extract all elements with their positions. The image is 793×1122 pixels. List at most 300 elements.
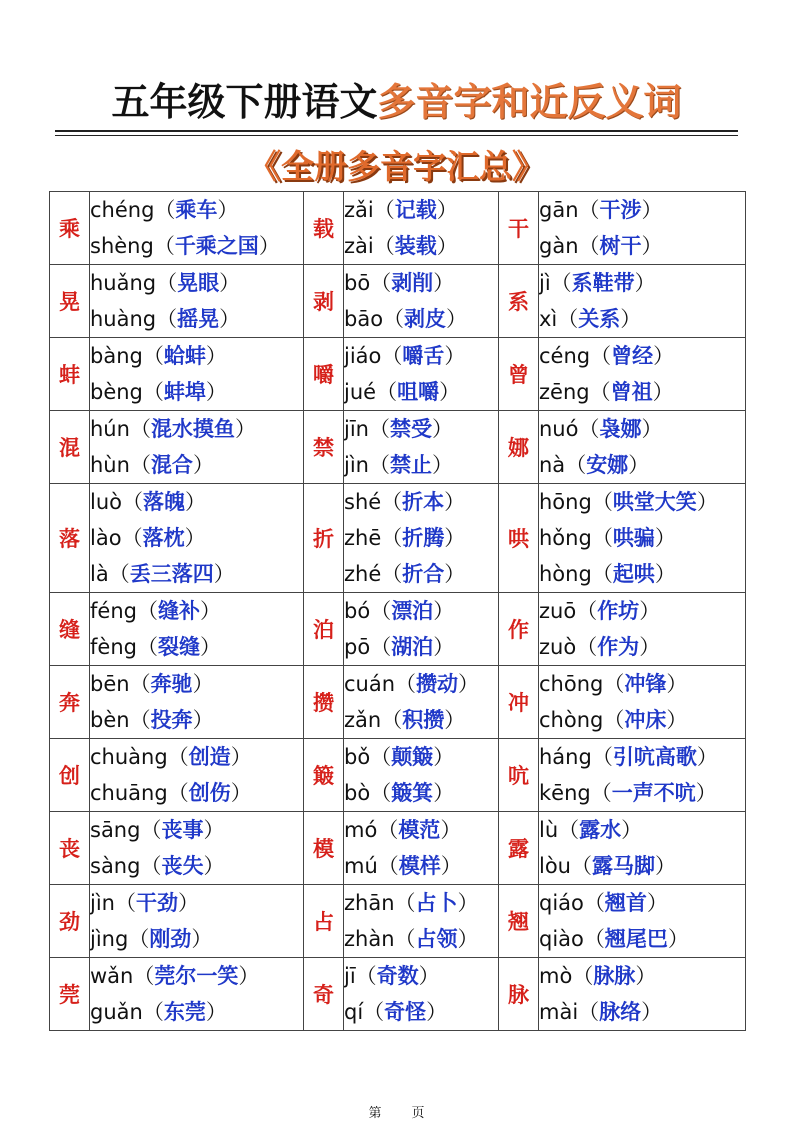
paren-close: ） bbox=[639, 599, 661, 623]
reading-entry bbox=[90, 921, 303, 957]
example-word: 乘车 bbox=[175, 198, 218, 222]
pinyin: hǒng bbox=[539, 526, 592, 550]
polyphone-char: 翘 bbox=[499, 885, 539, 958]
paren-close: ） bbox=[433, 781, 455, 805]
reading-list bbox=[90, 812, 304, 885]
example-word: 簸箕 bbox=[391, 781, 434, 805]
pinyin: háng bbox=[539, 745, 592, 769]
paren-close: ） bbox=[199, 635, 221, 659]
pinyin: bǒ bbox=[344, 745, 371, 769]
paren-close: ） bbox=[433, 745, 455, 769]
reading-entry bbox=[539, 520, 745, 556]
paren-close: ） bbox=[654, 562, 676, 586]
paren-open: （ bbox=[133, 964, 155, 988]
pinyin: shé bbox=[344, 490, 382, 514]
pinyin: jué bbox=[344, 380, 377, 404]
pinyin: fèng bbox=[90, 635, 137, 659]
pinyin: bò bbox=[344, 781, 371, 805]
reading-list bbox=[539, 885, 746, 958]
paren-close: ） bbox=[185, 490, 206, 514]
paren-close: ） bbox=[191, 927, 213, 951]
table-row bbox=[50, 338, 746, 411]
paren-open: （ bbox=[370, 635, 392, 659]
reading-entry bbox=[344, 775, 498, 811]
paren-close: ） bbox=[230, 745, 252, 769]
reading-entry bbox=[344, 812, 498, 848]
paren-open: （ bbox=[591, 745, 613, 769]
polyphone-char: 折 bbox=[304, 484, 344, 593]
paren-close: ） bbox=[192, 672, 214, 696]
reading-entry bbox=[90, 739, 303, 775]
paren-close: ） bbox=[418, 964, 440, 988]
reading-entry bbox=[539, 484, 745, 520]
pinyin: gàn bbox=[539, 234, 579, 258]
example-word: 冲床 bbox=[624, 708, 667, 732]
reading-entry bbox=[344, 958, 498, 994]
reading-entry bbox=[90, 593, 303, 629]
paren-close: ） bbox=[431, 417, 453, 441]
polyphone-char: 丧 bbox=[50, 812, 90, 885]
title-rule-thin bbox=[55, 135, 738, 136]
pinyin: bēn bbox=[90, 672, 130, 696]
paren-close: ） bbox=[641, 234, 663, 258]
example-word: 曾祖 bbox=[610, 380, 653, 404]
paren-close: ） bbox=[431, 453, 453, 477]
pinyin: bāo bbox=[344, 307, 384, 331]
reading-entry bbox=[539, 921, 745, 957]
title-black: 五年级下册语文 bbox=[111, 79, 378, 124]
pinyin: chōng bbox=[539, 672, 604, 696]
reading-list bbox=[344, 265, 499, 338]
paren-close: ） bbox=[444, 344, 466, 368]
paren-open: （ bbox=[370, 271, 392, 295]
reading-list bbox=[90, 739, 304, 812]
reading-entry bbox=[90, 958, 303, 994]
pinyin: sàng bbox=[90, 854, 141, 878]
pinyin: qiáo bbox=[539, 891, 584, 915]
paren-close: ） bbox=[446, 307, 468, 331]
reading-entry bbox=[344, 885, 498, 921]
reading-list bbox=[539, 484, 746, 593]
pinyin: zhàn bbox=[344, 927, 395, 951]
paren-open: （ bbox=[590, 344, 612, 368]
paren-open: （ bbox=[395, 672, 417, 696]
example-word: 引吭高歌 bbox=[612, 745, 697, 769]
polyphone-char: 蚌 bbox=[50, 338, 90, 411]
example-word: 颠簸 bbox=[391, 745, 434, 769]
pinyin: mò bbox=[539, 964, 573, 988]
pinyin: mó bbox=[344, 818, 378, 842]
example-word: 禁止 bbox=[389, 453, 432, 477]
example-word: 奔驰 bbox=[150, 672, 193, 696]
paren-open: （ bbox=[557, 307, 579, 331]
paren-open: （ bbox=[114, 891, 136, 915]
reading-entry bbox=[539, 994, 745, 1030]
example-word: 一声不吭 bbox=[611, 781, 696, 805]
example-word: 漂泊 bbox=[391, 599, 434, 623]
reading-entry bbox=[90, 556, 303, 592]
reading-entry bbox=[344, 301, 498, 337]
example-word: 剥皮 bbox=[404, 307, 447, 331]
example-word: 作坊 bbox=[597, 599, 640, 623]
table-row bbox=[50, 666, 746, 739]
reading-list bbox=[344, 812, 499, 885]
pinyin: lù bbox=[539, 818, 559, 842]
example-word: 混合 bbox=[150, 453, 193, 477]
reading-entry bbox=[539, 812, 745, 848]
pinyin: féng bbox=[90, 599, 137, 623]
paren-open: （ bbox=[370, 745, 392, 769]
paren-close: ） bbox=[667, 927, 689, 951]
table-row bbox=[50, 593, 746, 666]
title-orange: 多音字和近反义词 bbox=[377, 79, 682, 124]
polyphone-char: 嚼 bbox=[304, 338, 344, 411]
example-word: 干涉 bbox=[599, 198, 642, 222]
paren-open: （ bbox=[603, 672, 625, 696]
page-footer bbox=[0, 1102, 793, 1121]
paren-open: （ bbox=[373, 198, 395, 222]
reading-entry bbox=[344, 702, 498, 738]
footer-left: 第 bbox=[368, 1106, 382, 1121]
paren-open: （ bbox=[381, 708, 403, 732]
paren-close: ） bbox=[457, 891, 479, 915]
reading-entry bbox=[344, 374, 498, 410]
example-word: 模范 bbox=[398, 818, 441, 842]
pinyin: hún bbox=[90, 417, 130, 441]
paren-close: ） bbox=[639, 635, 661, 659]
paren-close: ） bbox=[444, 562, 466, 586]
reading-entry bbox=[344, 556, 498, 592]
example-word: 丧事 bbox=[161, 818, 204, 842]
paren-open: （ bbox=[571, 854, 592, 878]
paren-open: （ bbox=[355, 964, 377, 988]
reading-list bbox=[90, 338, 304, 411]
paren-close: ） bbox=[440, 854, 462, 878]
pinyin: chòng bbox=[539, 708, 604, 732]
reading-entry bbox=[539, 338, 745, 374]
reading-entry bbox=[344, 484, 498, 520]
paren-open: （ bbox=[140, 818, 162, 842]
paren-open: （ bbox=[373, 234, 395, 258]
pinyin: mài bbox=[539, 1000, 579, 1024]
reading-list bbox=[90, 885, 304, 958]
paren-open: （ bbox=[108, 562, 130, 586]
paren-open: （ bbox=[383, 307, 405, 331]
pinyin: guǎn bbox=[90, 1000, 143, 1024]
paren-close: ） bbox=[217, 198, 239, 222]
pinyin: zuō bbox=[539, 599, 577, 623]
reading-entry bbox=[539, 556, 745, 592]
paren-close: ） bbox=[635, 964, 657, 988]
polyphone-char: 哄 bbox=[499, 484, 539, 593]
reading-entry bbox=[344, 994, 498, 1030]
reading-list bbox=[90, 192, 304, 265]
pinyin: hòng bbox=[539, 562, 592, 586]
example-word: 莞尔一笑 bbox=[154, 964, 239, 988]
paren-open: （ bbox=[128, 927, 150, 951]
paren-open: （ bbox=[156, 307, 178, 331]
pinyin: bó bbox=[344, 599, 371, 623]
reading-entry bbox=[90, 265, 303, 301]
example-word: 模样 bbox=[398, 854, 441, 878]
paren-close: ） bbox=[192, 708, 214, 732]
paren-open: （ bbox=[167, 745, 189, 769]
pinyin: mú bbox=[344, 854, 378, 878]
reading-entry bbox=[344, 593, 498, 629]
paren-close: ） bbox=[433, 599, 455, 623]
paren-open: （ bbox=[591, 490, 613, 514]
reading-list bbox=[90, 958, 304, 1031]
paren-open: （ bbox=[583, 891, 605, 915]
reading-list bbox=[539, 593, 746, 666]
paren-close: ） bbox=[219, 271, 241, 295]
reading-entry bbox=[344, 447, 498, 483]
polyphone-char: 攒 bbox=[304, 666, 344, 739]
example-word: 露马脚 bbox=[592, 854, 655, 878]
polyphone-char: 混 bbox=[50, 411, 90, 484]
reading-list bbox=[90, 265, 304, 338]
reading-list bbox=[90, 484, 304, 593]
reading-entry bbox=[344, 411, 498, 447]
reading-list bbox=[539, 265, 746, 338]
paren-open: （ bbox=[363, 1000, 385, 1024]
paren-close: ） bbox=[628, 453, 650, 477]
pinyin: cuán bbox=[344, 672, 396, 696]
paren-close: ） bbox=[696, 745, 718, 769]
reading-entry bbox=[90, 702, 303, 738]
example-word: 嚼舌 bbox=[402, 344, 445, 368]
reading-entry bbox=[539, 411, 745, 447]
paren-close: ） bbox=[238, 964, 260, 988]
paren-open: （ bbox=[578, 1000, 600, 1024]
paren-open: （ bbox=[377, 818, 399, 842]
reading-list bbox=[344, 411, 499, 484]
example-word: 翘首 bbox=[604, 891, 647, 915]
paren-close: ） bbox=[654, 526, 676, 550]
table-row bbox=[50, 192, 746, 265]
paren-close: ） bbox=[439, 380, 461, 404]
paren-close: ） bbox=[646, 891, 668, 915]
polyphone-char: 露 bbox=[499, 812, 539, 885]
paren-close: ） bbox=[234, 417, 256, 441]
example-word: 哄堂大笑 bbox=[612, 490, 697, 514]
paren-close: ） bbox=[666, 708, 688, 732]
paren-open: （ bbox=[578, 198, 600, 222]
example-word: 裂缝 bbox=[157, 635, 200, 659]
paren-open: （ bbox=[370, 781, 392, 805]
paren-open: （ bbox=[381, 344, 403, 368]
reading-entry bbox=[344, 921, 498, 957]
example-word: 丢三落四 bbox=[129, 562, 214, 586]
example-word: 脉络 bbox=[599, 1000, 642, 1024]
pinyin: zǎn bbox=[344, 708, 382, 732]
pinyin: zài bbox=[344, 234, 374, 258]
paren-open: （ bbox=[154, 198, 176, 222]
reading-entry bbox=[344, 228, 498, 264]
paren-open: （ bbox=[394, 891, 416, 915]
paren-open: （ bbox=[381, 526, 403, 550]
paren-close: ） bbox=[205, 380, 227, 404]
paren-open: （ bbox=[565, 453, 587, 477]
paren-open: （ bbox=[576, 599, 598, 623]
example-word: 丧失 bbox=[161, 854, 204, 878]
reading-entry bbox=[90, 301, 303, 337]
reading-list bbox=[539, 958, 746, 1031]
example-word: 哄骗 bbox=[612, 526, 655, 550]
polyphone-char: 禁 bbox=[304, 411, 344, 484]
example-word: 蚌埠 bbox=[163, 380, 206, 404]
example-word: 禁受 bbox=[389, 417, 432, 441]
pinyin: wǎn bbox=[90, 964, 134, 988]
paren-close: ） bbox=[205, 1000, 227, 1024]
footer-right: 页 bbox=[411, 1106, 425, 1121]
example-word: 关系 bbox=[578, 307, 621, 331]
paren-open: （ bbox=[591, 526, 613, 550]
page-title bbox=[0, 78, 793, 126]
polyphone-char: 剥 bbox=[304, 265, 344, 338]
reading-entry bbox=[90, 447, 303, 483]
paren-open: （ bbox=[136, 599, 158, 623]
table-row bbox=[50, 739, 746, 812]
pinyin: shèng bbox=[90, 234, 154, 258]
paren-close: ） bbox=[641, 1000, 663, 1024]
pinyin: zhé bbox=[344, 562, 382, 586]
example-word: 奇怪 bbox=[384, 1000, 427, 1024]
pinyin: zuò bbox=[539, 635, 577, 659]
example-word: 摇晃 bbox=[177, 307, 220, 331]
paren-close: ） bbox=[655, 854, 676, 878]
polyphone-char: 创 bbox=[50, 739, 90, 812]
paren-open: （ bbox=[558, 818, 580, 842]
polyphone-char: 乘 bbox=[50, 192, 90, 265]
pinyin: jì bbox=[539, 271, 551, 295]
example-word: 投奔 bbox=[150, 708, 193, 732]
paren-open: （ bbox=[376, 380, 398, 404]
paren-open: （ bbox=[572, 964, 594, 988]
polyphone-char: 娜 bbox=[499, 411, 539, 484]
reading-entry bbox=[539, 228, 745, 264]
polyphone-char: 占 bbox=[304, 885, 344, 958]
example-word: 创造 bbox=[188, 745, 231, 769]
paren-open: （ bbox=[589, 380, 611, 404]
paren-close: ） bbox=[444, 708, 466, 732]
paren-open: （ bbox=[381, 562, 403, 586]
reading-list bbox=[344, 484, 499, 593]
reading-list bbox=[344, 739, 499, 812]
paren-open: （ bbox=[370, 599, 392, 623]
paren-close: ） bbox=[641, 198, 663, 222]
polyphone-char: 落 bbox=[50, 484, 90, 593]
reading-entry bbox=[539, 192, 745, 228]
paren-close: ） bbox=[219, 307, 241, 331]
example-word: 安娜 bbox=[586, 453, 629, 477]
reading-list bbox=[344, 958, 499, 1031]
example-word: 折合 bbox=[402, 562, 445, 586]
example-word: 翘尾巴 bbox=[604, 927, 668, 951]
pinyin: lòu bbox=[539, 854, 571, 878]
reading-list bbox=[344, 666, 499, 739]
paren-close: ） bbox=[695, 781, 717, 805]
paren-close: ） bbox=[258, 234, 280, 258]
polyphone-char: 奇 bbox=[304, 958, 344, 1031]
pinyin: hōng bbox=[539, 490, 592, 514]
reading-list bbox=[344, 338, 499, 411]
pinyin: là bbox=[90, 562, 109, 586]
reading-entry bbox=[344, 265, 498, 301]
reading-entry bbox=[90, 192, 303, 228]
paren-open: （ bbox=[368, 453, 390, 477]
paren-open: （ bbox=[578, 417, 600, 441]
table-row bbox=[50, 812, 746, 885]
pinyin: jìng bbox=[90, 927, 129, 951]
paren-open: （ bbox=[550, 271, 572, 295]
paren-open: （ bbox=[142, 344, 164, 368]
reading-list bbox=[539, 192, 746, 265]
reading-entry bbox=[90, 812, 303, 848]
paren-open: （ bbox=[377, 854, 399, 878]
example-word: 蛤蚌 bbox=[163, 344, 206, 368]
paren-open: （ bbox=[590, 781, 612, 805]
example-word: 奇数 bbox=[376, 964, 419, 988]
pinyin: zhān bbox=[344, 891, 395, 915]
reading-entry bbox=[90, 885, 303, 921]
example-word: 冲锋 bbox=[624, 672, 667, 696]
pinyin: nuó bbox=[539, 417, 579, 441]
paren-open: （ bbox=[140, 854, 162, 878]
reading-list bbox=[539, 338, 746, 411]
polyphone-char: 奔 bbox=[50, 666, 90, 739]
pinyin: zēng bbox=[539, 380, 590, 404]
example-word: 曾经 bbox=[611, 344, 654, 368]
paren-close: ） bbox=[440, 818, 462, 842]
polyphone-char: 脉 bbox=[499, 958, 539, 1031]
example-word: 咀嚼 bbox=[397, 380, 440, 404]
pinyin: hùn bbox=[90, 453, 130, 477]
reading-entry bbox=[539, 885, 745, 921]
paren-close: ） bbox=[230, 781, 252, 805]
example-word: 落魄 bbox=[143, 490, 185, 514]
paren-close: ） bbox=[696, 490, 718, 514]
pinyin: jìn bbox=[344, 453, 369, 477]
reading-entry bbox=[344, 666, 498, 702]
example-word: 占领 bbox=[415, 927, 458, 951]
paren-close: ） bbox=[192, 453, 214, 477]
pinyin: lào bbox=[90, 526, 122, 550]
reading-entry bbox=[90, 228, 303, 264]
paren-close: ） bbox=[205, 344, 227, 368]
polyphone-char: 缝 bbox=[50, 593, 90, 666]
paren-open: （ bbox=[576, 635, 598, 659]
paren-open: （ bbox=[578, 234, 600, 258]
table-row bbox=[50, 484, 746, 593]
reading-list bbox=[539, 812, 746, 885]
reading-entry bbox=[344, 520, 498, 556]
pinyin: jiáo bbox=[344, 344, 382, 368]
reading-list bbox=[90, 666, 304, 739]
reading-list bbox=[344, 885, 499, 958]
reading-entry bbox=[539, 265, 745, 301]
pinyin: huàng bbox=[90, 307, 157, 331]
pinyin: zhē bbox=[344, 526, 382, 550]
paren-close: ） bbox=[436, 234, 458, 258]
paren-close: ） bbox=[641, 417, 663, 441]
example-word: 脉脉 bbox=[593, 964, 636, 988]
paren-close: ） bbox=[177, 891, 199, 915]
example-word: 袅娜 bbox=[599, 417, 642, 441]
pinyin: jī bbox=[344, 964, 356, 988]
example-word: 湖泊 bbox=[391, 635, 434, 659]
section-subtitle: 《全册多音字汇总》 bbox=[248, 147, 545, 186]
